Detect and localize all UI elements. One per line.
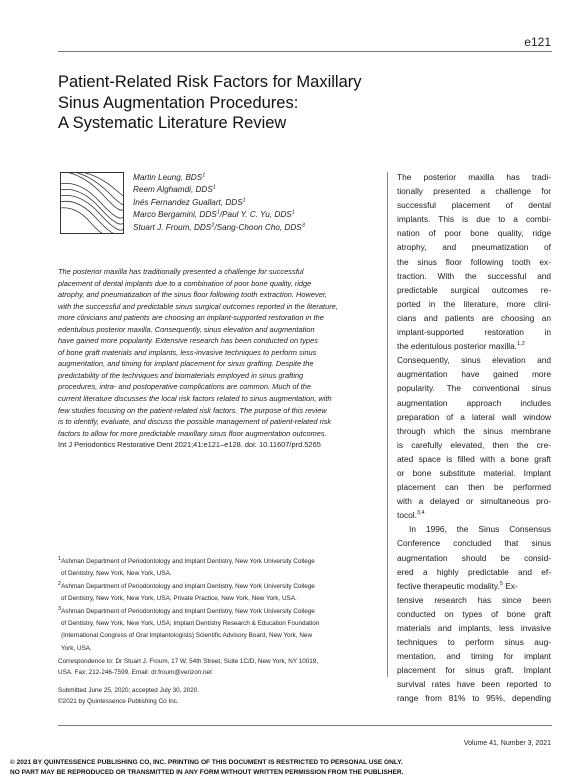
body-line: or bone substitute material. Implant <box>397 467 551 478</box>
abstract-line: few studies focusing on the patient-related risk factors. The purpose of this review <box>58 405 327 415</box>
body-line: with a delayed or simultaneous pro- <box>397 496 551 507</box>
affiliation-line: 3Ashman Department of Periodontology and Implant Dentistry, New York University College <box>58 605 315 615</box>
copyright-line: ©2021 by Quintessence Publishing Co Inc. <box>58 698 179 705</box>
affiliation-line: 2Ashman Department of Periodontology and Implant Dentistry, New York University College <box>58 580 315 590</box>
body-line: ported in the literature, more clini- <box>397 298 551 309</box>
legal-notice <box>10 758 570 779</box>
body-line: preparation of a lateral wall window <box>397 411 551 422</box>
abstract-line: atrophy, and pneumatization of the sinus floor following tooth extraction. However, <box>58 290 328 300</box>
body-line: materials and implants, less invasive <box>397 623 551 633</box>
correspondence-line: USA. Fax: 212-246-7599. Email: dr.froum@verizon.net <box>58 669 212 677</box>
body-line: implants. This is due to a combi- <box>397 214 551 225</box>
body-line: the sinus floor following tooth ex- <box>397 256 551 267</box>
body-line: ated space is filled with a bone graft <box>397 453 551 464</box>
author: Reem Alghamdi, DDS$^1$ <box>133 184 216 195</box>
body-line: Conference concluded that sinus <box>397 538 551 549</box>
journal-logo-icon <box>60 172 124 234</box>
affiliation-line: of Dentistry, New York, New York, USA; Private Practice, New York, New York, USA. <box>61 595 297 603</box>
author-list <box>133 172 305 234</box>
column-divider <box>387 172 388 677</box>
body-text <box>397 170 551 706</box>
body-line: survival rates have been reported to <box>397 679 551 690</box>
title-line: A Systematic Literature Review <box>58 114 287 132</box>
body-line: The posterior maxilla has tradi- <box>397 172 551 182</box>
body-line: traction. With the successful and <box>397 270 551 281</box>
article-title <box>58 72 438 134</box>
body-line: tionally presented a challenge for <box>397 186 551 197</box>
abstract-line: is to identify, evaluate, and discuss the possible management of patient-related risk <box>58 417 332 427</box>
body-line: tensive research has since been <box>397 594 551 605</box>
body-line: fective therapeutic modality.$^5$ Ex- <box>397 580 518 591</box>
body-line: the edentulous posterior maxilla.$^{1,2}$ <box>397 341 525 352</box>
footer-rule <box>58 725 552 726</box>
body-line: tocol.$^{3,4}$ <box>397 510 425 521</box>
body-line: popularity. The conventional sinus <box>397 383 551 394</box>
abstract-line: factors to allow for more predictable maxillary sinus floor augmentation outcomes. <box>58 428 327 438</box>
body-line: augmentation should be consid- <box>397 552 551 563</box>
body-line: predictable surgical outcomes re- <box>397 284 551 295</box>
body-line: nation of poor bone quality, ridge <box>397 228 551 239</box>
author: Martin Leung, BDS$^1$ <box>133 172 206 182</box>
abstract-line: augmentation, and timing for implant placement for sinus grafting. Despite the <box>58 359 314 369</box>
abstract-line: placement of dental implants due to a combination of poor bone quality, ridge <box>58 278 312 288</box>
body-line: ered a highly predictable and ef- <box>397 566 551 577</box>
body-line: techniques to perform sinus aug- <box>397 637 551 648</box>
body-line: cians and patients are choosing an <box>397 312 551 323</box>
author: Stuart J. Froum, DDS$^2$/Sang-Choon Cho, DDS$^3$ <box>133 221 305 232</box>
body-line: Consequently, sinus elevation and <box>397 355 551 366</box>
body-line: placement can then be performed <box>397 482 551 493</box>
affiliation-line: of Dentistry, New York, New York, USA. <box>61 570 172 578</box>
title-line: Sinus Augmentation Procedures: <box>58 93 299 112</box>
body-line: placement for sinus graft. Implant <box>397 665 551 676</box>
abstract-line: procedures, intra- and postoperative complications are common. Much of the <box>58 382 312 392</box>
body-line: mentation, and timing for implant <box>397 651 551 662</box>
author: Marco Bergamini, DDS$^1$/Paul Y. C. Yu, DDS$^1$ <box>133 209 295 220</box>
body-line: is carefully elevated, then the cre- <box>397 439 551 450</box>
affiliation-line: (International Congress of Oral Implantologists) Scientific Advisory Board, New York, New <box>61 632 313 640</box>
abstract-line: edentulous posterior maxilla. Consequently, sinus elevation and augmentation <box>58 324 315 334</box>
body-line: implant-supported restoration in <box>397 327 551 338</box>
abstract-line: current literature discusses the local risk factors related to sinus augmentation, with <box>58 394 332 404</box>
dates-line: Submitted June 25, 2020; accepted July 30, 2020. <box>58 687 200 694</box>
abstract-line: more clinicians and patients are choosing an implant-supported restoration in the <box>58 313 324 323</box>
body-line: In 1996, the Sinus Consensus <box>409 524 551 535</box>
abstract-line: have gained more popularity. Extensive research has been conducted on types <box>58 336 318 346</box>
citation: Int J Periodontics Restorative Dent 2021;41:e121–e128. doi: 10.11607/prd.5265 <box>58 440 321 450</box>
abstract-line: predictability of the techniques and biomaterials employed in sinus grafting <box>58 370 304 380</box>
body-line: successful placement of dental <box>397 200 551 211</box>
affiliations <box>58 556 383 655</box>
abstract-line: The posterior maxilla has traditionally presented a challenge for successful <box>58 267 304 276</box>
correspondence <box>58 656 383 678</box>
body-line: augmentation have gained more <box>397 369 551 380</box>
submission-dates <box>58 685 199 707</box>
issue-info: Volume 41, Number 3, 2021 <box>463 740 551 747</box>
body-line: augmentation approach includes <box>397 397 551 408</box>
title-line: Patient-Related Risk Factors for Maxillary <box>58 73 362 91</box>
abstract-line: of bone graft materials and implants, less-invasive techniques to perform sinus <box>58 347 317 357</box>
abstract-line: with the successful and predictable sinus surgical outcomes reported in the literature, <box>58 301 338 311</box>
affiliation-line: of Dentistry, New York, New York, USA; Implant Dentistry Research & Education Foundation <box>61 620 320 628</box>
abstract <box>58 266 380 451</box>
affiliation-line: York, USA. <box>61 644 92 652</box>
body-line: atrophy, and pneumatization of <box>397 242 551 253</box>
author: Inés Fernandez Guallart, DDS$^1$ <box>133 197 246 207</box>
page-number: e121 <box>524 35 551 49</box>
correspondence-line: Correspondence to: Dr Stuart J. Froum, 17 W. 54th Street, Suite 1C/D, New York, NY 10019, <box>58 658 319 665</box>
affiliation-line: 1Ashman Department of Periodontology and Implant Dentistry, New York University College <box>58 556 315 565</box>
body-line: range from 81% to 95%, depending <box>397 693 551 704</box>
body-line: through which the sinus membrane <box>397 425 551 436</box>
legal-line: © 2021 BY QUINTESSENCE PUBLISHING CO, INC. PRINTING OF THIS DOCUMENT IS RESTRICTED TO PERSONAL USE ONLY. <box>10 759 403 766</box>
header-rule <box>58 51 552 52</box>
legal-line: NO PART MAY BE REPRODUCED OR TRANSMITTED IN ANY FORM WITHOUT WRITTEN PERMISSION FROM THE PUBLISHER. <box>10 769 404 777</box>
body-line: conducted on types of bone graft <box>397 608 551 619</box>
